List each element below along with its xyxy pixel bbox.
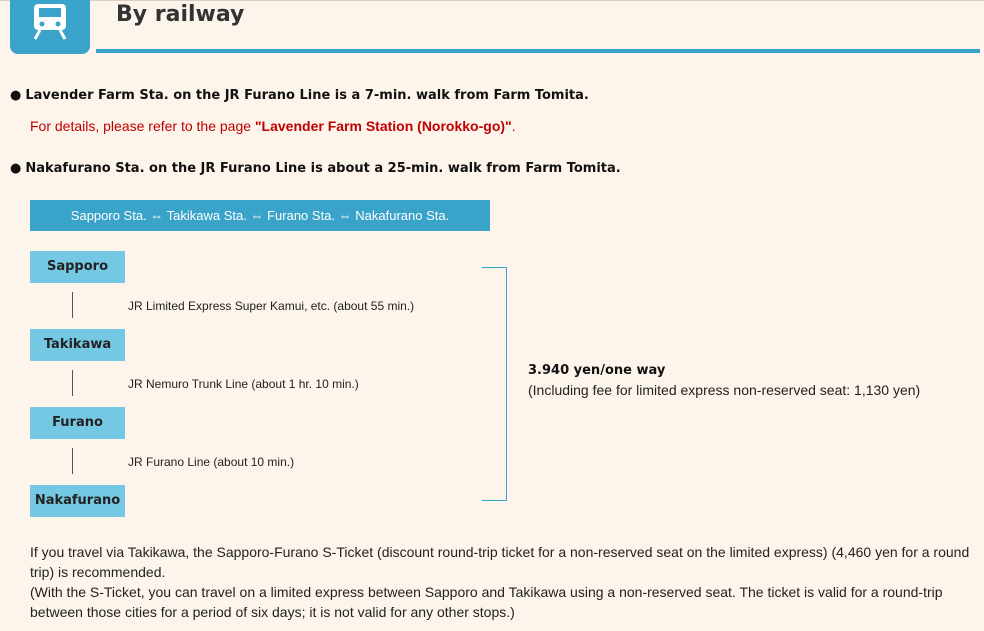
bullet-nakafurano: [10, 161, 621, 176]
lavender-farm-station-link[interactable]: "Lavender Farm Station (Norokko-go)": [254, 118, 512, 134]
station-furano: Furano: [30, 407, 125, 439]
route-summary-bar: Sapporo Sta. ⇔ Takikawa Sta. ⇔ Furano Sta. ⇔ Nakafurano Sta.: [30, 200, 490, 231]
details-suffix: .: [511, 118, 516, 134]
station-sapporo: Sapporo: [30, 251, 125, 283]
fare-bracket: [482, 267, 507, 501]
details-prefix: For details, please refer to the page: [30, 118, 255, 134]
bullet-lavender-farm: [10, 88, 589, 103]
bullet-text: Lavender Farm Sta. on the JR Furano Line is a 7-min. walk from Farm Tomita.: [25, 88, 589, 103]
route-connector: [72, 448, 73, 474]
header-rule: [96, 49, 980, 53]
top-divider: [0, 0, 984, 1]
leg-furano-nakafurano: JR Furano Line (about 10 min.): [128, 455, 295, 469]
s-ticket-recommendation: If you travel via Takikawa, the Sapporo-Furano S-Ticket (discount round-trip ticket for a non-reserved seat on the limited express) (4,460 yen for a round trip) is recommended.: [30, 544, 970, 580]
s-ticket-details: (With the S-Ticket, you can travel on a limited express between Sapporo and Takikawa using a non-reserved seat. The ticket is valid for a round-trip between those cities for a period of six days; it is not valid for any other stops.): [30, 584, 943, 620]
bullet-dot: ●: [10, 161, 22, 176]
train-icon: [10, 0, 90, 54]
fare-note: (Including fee for limited express non-reserved seat: 1,130 yen): [528, 382, 921, 398]
station-takikawa: Takikawa: [30, 329, 125, 361]
leg-sapporo-takikawa: JR Limited Express Super Kamui, etc. (about 55 min.): [128, 299, 415, 313]
bullet-dot: ●: [10, 88, 22, 103]
route-connector: [72, 370, 73, 396]
bullet-text: Nakafurano Sta. on the JR Furano Line is about a 25-min. walk from Farm Tomita.: [25, 161, 621, 176]
route-connector: [72, 292, 73, 318]
station-nakafurano: Nakafurano: [30, 485, 125, 517]
page-title: By railway: [116, 2, 245, 27]
s-ticket-note: [30, 542, 970, 622]
fare-amount: 3.940 yen/one way: [528, 363, 666, 378]
details-text: [30, 118, 516, 134]
leg-takikawa-furano: JR Nemuro Trunk Line (about 1 hr. 10 min.): [128, 377, 359, 391]
